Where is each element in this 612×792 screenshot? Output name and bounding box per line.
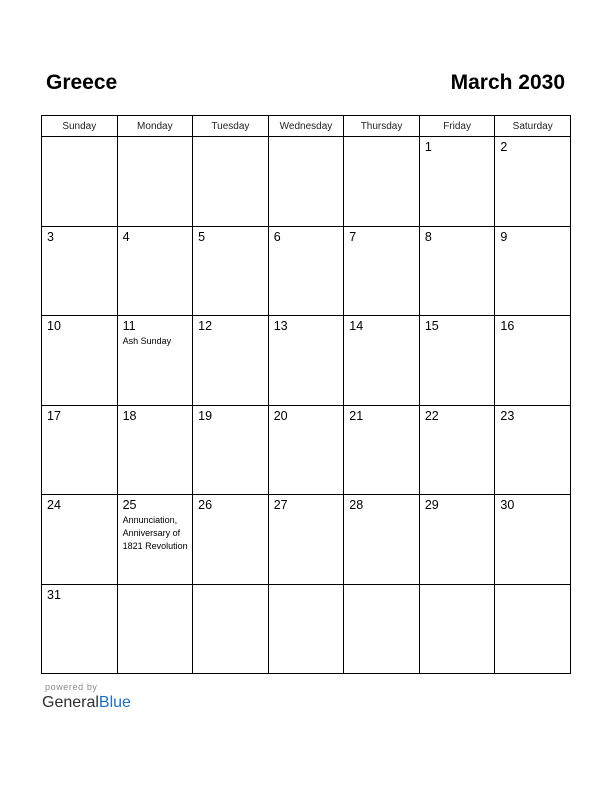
day-cell — [495, 405, 571, 495]
weekday-header: Sunday — [42, 116, 118, 137]
day-number — [420, 585, 495, 588]
day-cell — [117, 584, 193, 674]
day-cell — [344, 584, 420, 674]
country-title: Greece — [46, 71, 118, 94]
day-cell — [344, 316, 420, 406]
day-cell — [495, 495, 571, 585]
day-cell — [117, 137, 193, 227]
day-cell — [419, 405, 495, 495]
day-cell — [117, 495, 193, 585]
day-cell — [344, 226, 420, 316]
week-row — [42, 316, 571, 406]
day-number — [269, 137, 344, 140]
day-number: 24 — [47, 498, 61, 512]
day-cell — [495, 584, 571, 674]
brand-general-text: General — [42, 694, 99, 711]
day-cell — [344, 137, 420, 227]
day-number — [193, 137, 268, 140]
holiday-label: Ash Sunday — [122, 336, 172, 346]
day-number: 17 — [47, 408, 61, 423]
day-number: 3 — [47, 229, 54, 244]
day-cell — [268, 316, 344, 406]
day-cell — [268, 405, 344, 495]
day-cell — [193, 137, 269, 227]
week-row — [42, 584, 571, 674]
day-number: 28 — [349, 498, 364, 512]
weekday-header: Saturday — [495, 116, 571, 137]
day-cell — [268, 584, 344, 674]
day-cell — [495, 137, 571, 227]
day-cell — [117, 405, 193, 495]
day-number: 2 — [500, 140, 508, 154]
day-number: 31 — [47, 587, 61, 602]
day-cell — [344, 405, 420, 495]
day-number — [495, 585, 570, 588]
weekday-header: Friday — [419, 116, 495, 137]
weekday-header: Wednesday — [268, 116, 344, 137]
powered-by-label: powered by — [45, 682, 98, 692]
day-cell — [42, 405, 118, 495]
day-cell — [42, 316, 118, 406]
day-number: 6 — [273, 229, 281, 244]
day-cell — [268, 495, 344, 585]
day-number: 10 — [47, 319, 61, 333]
generalblue-logo[interactable] — [42, 694, 131, 712]
day-number: 18 — [122, 408, 137, 423]
day-cell — [193, 226, 269, 316]
day-number — [42, 137, 117, 140]
day-number — [118, 585, 193, 588]
day-number: 9 — [500, 229, 508, 244]
day-number: 13 — [273, 319, 288, 333]
day-cell — [42, 137, 118, 227]
day-number: 20 — [273, 408, 288, 423]
day-number — [269, 585, 344, 588]
week-row — [42, 495, 571, 585]
weekday-header-row — [42, 116, 571, 137]
day-number: 15 — [424, 319, 439, 333]
day-cell — [193, 584, 269, 674]
day-cell — [419, 137, 495, 227]
day-number: 22 — [424, 408, 439, 423]
day-cell — [193, 316, 269, 406]
week-row — [42, 226, 571, 316]
day-cell — [419, 316, 495, 406]
day-cell — [495, 316, 571, 406]
day-number: 21 — [349, 408, 364, 423]
day-number: 11 — [122, 319, 136, 333]
day-cell — [344, 495, 420, 585]
holiday-label: Annunciation, Anniversary of 1821 Revolution — [122, 515, 188, 551]
day-number: 29 — [424, 498, 439, 512]
day-cell — [419, 226, 495, 316]
day-number: 30 — [500, 498, 515, 512]
day-cell — [42, 495, 118, 585]
day-cell — [495, 226, 571, 316]
day-number: 1 — [424, 140, 432, 154]
month-year-title: March 2030 — [450, 71, 565, 94]
day-number: 23 — [500, 408, 515, 423]
day-number: 5 — [198, 229, 206, 244]
day-cell — [42, 226, 118, 316]
weekday-header: Monday — [117, 116, 193, 137]
day-cell — [268, 226, 344, 316]
day-number — [118, 137, 193, 140]
day-cell — [193, 495, 269, 585]
day-number: 7 — [349, 229, 357, 244]
day-number: 12 — [198, 319, 213, 333]
week-row — [42, 137, 571, 227]
day-number: 8 — [424, 229, 432, 244]
day-cell — [268, 137, 344, 227]
weekday-header: Tuesday — [193, 116, 269, 137]
day-cell — [42, 584, 118, 674]
day-number: 19 — [198, 408, 213, 423]
day-number: 26 — [198, 498, 213, 512]
day-cell — [419, 584, 495, 674]
day-number: 14 — [349, 319, 364, 333]
day-number — [344, 585, 419, 588]
day-cell — [193, 405, 269, 495]
calendar-grid — [41, 115, 571, 674]
day-number: 4 — [122, 229, 130, 244]
week-row — [42, 405, 571, 495]
day-number: 16 — [500, 319, 515, 333]
day-number: 25 — [122, 498, 137, 512]
day-cell — [117, 316, 193, 406]
brand-blue-text: Blue — [98, 694, 131, 711]
day-number — [344, 137, 419, 140]
day-number: 27 — [273, 498, 288, 512]
weekday-header: Thursday — [344, 116, 420, 137]
day-number — [193, 585, 268, 588]
day-cell — [419, 495, 495, 585]
day-cell — [117, 226, 193, 316]
